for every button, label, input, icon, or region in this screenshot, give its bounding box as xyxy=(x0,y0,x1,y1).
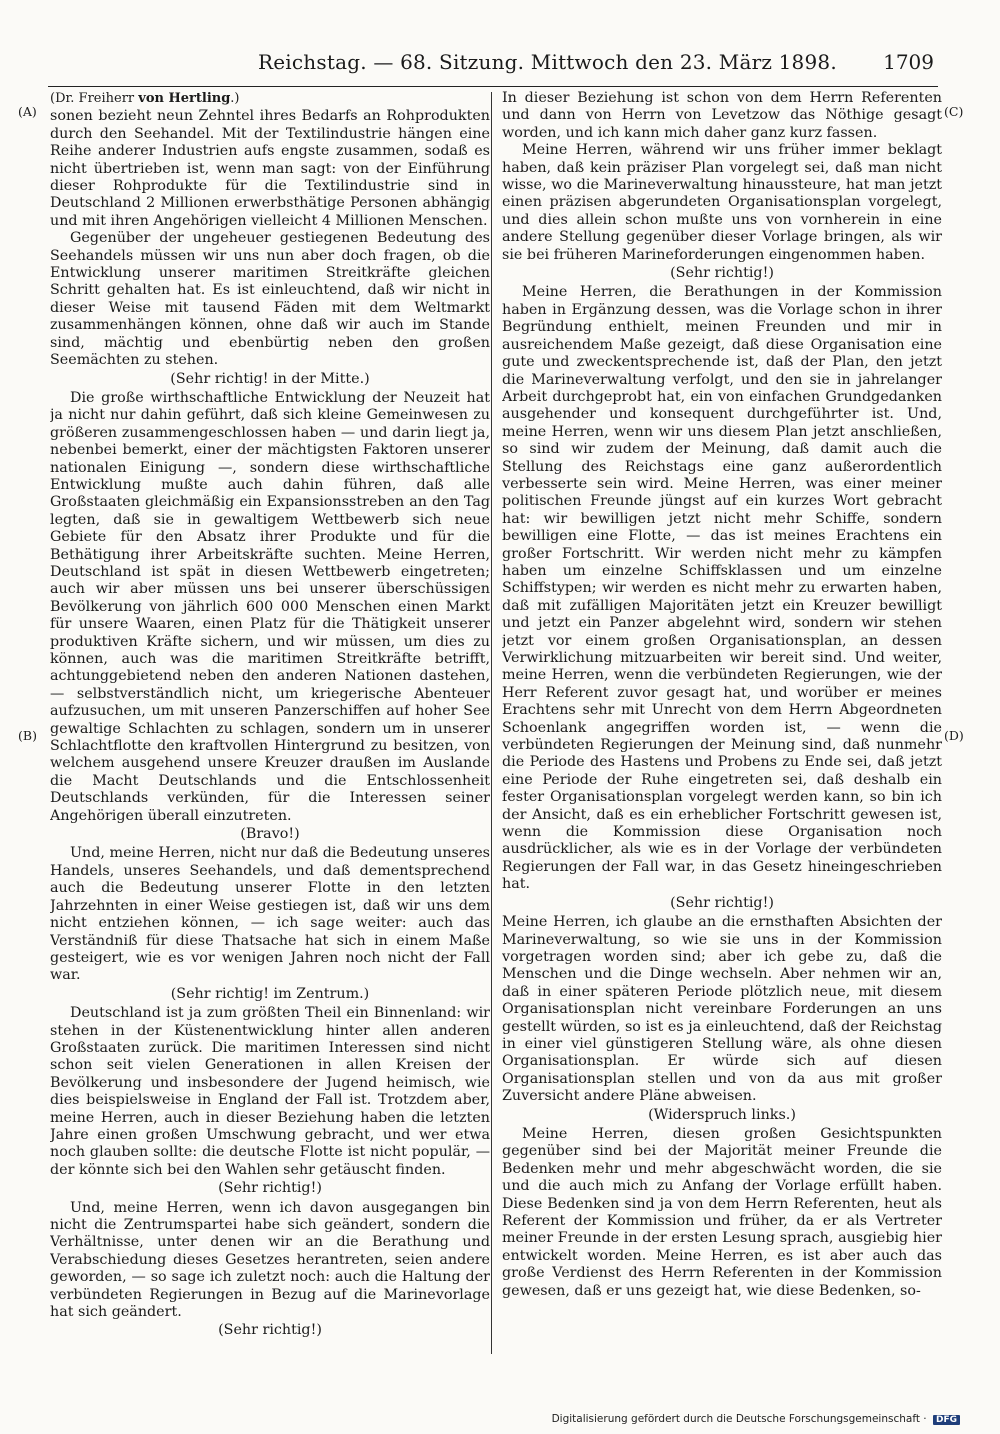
speaker-attribution: (Dr. Freiherr von Hertling.) xyxy=(50,91,240,106)
credit-text: Digitalisierung gefördert durch die Deutsche Forschungsgemeinschaft · xyxy=(551,1413,927,1425)
reaction: (Bravo!) xyxy=(240,826,300,843)
paragraph: Deutschland ist ja zum größten Theil ein Binnenland: wir stehen in der Küstenentwicklung hinter allen anderen Großstaaten zurück. Die maritimen Interessen sind nicht schon seit vielen Generationen in allen Kreisen der Bevölkerung und insbesondere der Jugend heimisch, wie dies beispielsweise in England der Fall ist. Trotzdem aber, meine Herren, auch in dieser Beziehung haben die letzten Jahre einen großen Umschwung gebracht, und wer etwa noch glauben sollte: die deutsche Flotte ist nicht populär, — der könnte sich bei den Wahlen sehr getäuscht finden. xyxy=(50,1005,490,1178)
reaction: (Widerspruch links.) xyxy=(648,1106,796,1123)
paragraph: sonen bezieht neun Zehntel ihres Bedarfs an Rohprodukten durch den Seehandel. Mit der Textilindustrie hängen eine Reihe anderer Industrien aufs engste zusammen, sodaß es nicht übertrieben ist, wenn man sagt: von der Einführung dieser Rohprodukte für die Textilindustrie sind in Deutschland 2 Millionen erwerbsthätige Personen abhängig und mit ihren Angehörigen vielleicht 4 Millionen Menschen. xyxy=(50,108,490,229)
paragraph: Und, meine Herren, wenn ich davon ausgegangen bin nicht die Zentrumspartei habe sich geändert, sondern die Verhältnisse, unter denen wir an die Berathung und Verabschiedung dieses Gesetzes herantreten, seien andere geworden, — so sage ich zuletzt noch: auch die Haltung der verbündeten Regierungen in Bezug auf die Marinevorlage hat sich geändert. xyxy=(50,1199,490,1321)
column-divider xyxy=(491,92,492,1354)
paragraph: In dieser Beziehung ist schon von dem Herrn Referenten und dann von Herrn von Levetzow das Nöthige gesagt worden, und ich kann mich daher ganz kurz fassen. xyxy=(502,90,942,141)
paragraph: Gegenüber der ungeheuer gestiegenen Bedeutung des Seehandels müssen wir uns nun aber doch fragen, ob die Entwicklung unserer maritimen Streitkräfte gleichen Schritt gehalten hat. Es ist einleuchtend, daß wir nicht in dieser Weise mit tausend Fäden mit dem Weltmarkt zusammenhängen können, ohne daß wir auch im Stande sind, mächtig und ebenbürtig neben den großen Seemächten zu stehen. xyxy=(50,230,490,369)
paragraph: Meine Herren, während wir uns früher immer beklagt haben, daß kein präziser Plan vorgelegt sei, daß man nicht wisse, wo die Marineverwaltung hinaussteure, hat man jetzt einen präzisen abgerundeten Organisationsplan vorgelegt, und dies allein schon mußte uns von vornherein in eine andere Stellung gegenüber dieser Vorlage bringen, als wir sie bei früheren Marineforderungen eingenommen haben. xyxy=(502,142,942,263)
reaction: (Sehr richtig!) xyxy=(670,894,774,911)
margin-marker-b: (B) xyxy=(18,728,37,743)
reaction: (Sehr richtig! im Zentrum.) xyxy=(170,985,370,1002)
paragraph: Und, meine Herren, nicht nur daß die Bedeutung unseres Handels, unseres Seehandels, und daß dementsprechend auch die Bedeutung unserer Flotte in den letzten Jahrzehnten in einer Weise gestiegen ist, daß wir uns dem nicht entziehen können, — ich sage weiter: auch das Verständniß für diese Thatsache hat sich in einem Maße gesteigert, wie es vor wenigen Jahren noch nicht der Fall war. xyxy=(50,845,490,984)
dfg-logo: DFG xyxy=(933,1415,960,1425)
digitization-credit xyxy=(552,1413,960,1425)
paragraph: Meine Herren, die Berathungen in der Kommission haben in Ergänzung dessen, was die Vorlage schon in ihrer Begründung enthielt, meinen Freunden und mir in ausreichendem Maße gezeigt, daß diese Organisation eine gute und zweckentsprechende ist, daß der Plan, den jetzt die Marineverwaltung verfolgt, und den sie in jahrelanger Arbeit durchgeprobt hat, ein von einfachen Grundgedanken ausgehender und konsequent durchgeführter ist. Und, meine Herren, wenn wir uns diesem Plan jetzt anschließen, so sind wir zudem der Meinung, daß damit auch die Stellung des Reichstags eine ganz außerordentlich verbesserte sein wird. Meine Herren, was einer meiner politischen Freunde jüngst auf ein kurzes Wort gebracht hat: wir bewilligen jetzt nicht mehr Schiffe, sondern bewilligen eine Flotte, — das ist meines Erachtens ein großer Fortschritt. Wir werden nicht mehr zu kämpfen haben um einzelne Schiffsklassen und um einzelne Schiffstypen; wir werden es nicht mehr zu erwarten haben, daß mit zufälligen Majoritäten jetzt ein Kreuzer bewilligt und jetzt ein Panzer abgelehnt wird, sondern wir stehen jetzt vor einem großen Organisationsplan, an dessen Verwirklichung mitzuarbeiten wir bereit sind. Und weiter, meine Herren, wenn die verbündeten Regierungen, wie der Herr Referent zuvor gesagt hat, und worüber er meines Erachtens sehr mit Unrecht von dem Herrn Abgeordneten Schoenlank angegriffen worden ist, — wenn die verbündeten Regierungen der Meinung sind, daß nunmehr die Periode des Hastens und Probens zu Ende sei, daß jetzt eine Periode der Ruhe eingetreten sei, daß deshalb ein fester Organisationsplan vorgelegt werden kann, so bin ich der Ansicht, daß es ein erheblicher Fortschritt gewesen ist, wenn die Kommission diese Organisation noch ausdrücklicher, als wie es in der Vorlage der verbündeten Regierungen der Fall war, in das Gesetz hineingeschrieben hat. xyxy=(502,284,942,893)
paragraph: Die große wirthschaftliche Entwicklung der Neuzeit hat ja nicht nur dahin geführt, daß sich kleine Gemeinwesen zu größeren zusammengeschlossen haben — und darin liegt ja, nebenbei bemerkt, einer der mächtigsten Faktoren unserer nationalen Einigung —, sondern diese wirthschaftliche Entwicklung mußte auch dahin führen, daß alle Großstaaten gleichmäßig ein Expansionsstreben an den Tag legten, daß sie in gewaltigem Wettbewerb sich neue Gebiete für den Absatz ihrer Produkte und für die Bethätigung ihrer Arbeitskräfte suchten. Meine Herren, Deutschland ist spät in diesen Wettbewerb eingetreten; auch wir aber müssen uns bei unserer überschüssigen Bevölkerung von jährlich 600 000 Menschen einen Markt für unsere Waaren, einen Platz für die Thätigkeit unserer produktiven Kräfte sichern, und wir müssen, um dies zu können, auch was die maritimen Streitkräfte betrifft, achtunggebietend neben den anderen Nationen dastehen, — selbstverständlich nicht, um kriegerische Abenteuer aufzusuchen, um mit unseren Panzerschiffen auf hoher See gewaltige Schlachten zu schlagen, sondern um in unserer Schlachtflotte den kraftvollen Hintergrund zu besitzen, von welchem ausgehend unsere Kreuzer draußen im Auslande die Macht Deutschlands und die Entschlossenheit Deutschlands verkünden, für die Interessen seiner Angehörigen überall einzutreten. xyxy=(50,389,490,824)
margin-marker-c: (C) xyxy=(944,104,964,119)
right-column xyxy=(502,90,942,1370)
speaker-name: von Hertling xyxy=(138,91,231,106)
margin-marker-a: (A) xyxy=(18,104,37,119)
paragraph: Meine Herren, diesen großen Gesichtspunkten gegenüber sind bei der Majorität meiner Freunde die Bedenken mehr und mehr abgeschwächt worden, die sie und die auch mich zu Anfang der Vorlage erfüllt haben. Diese Bedenken sind ja von dem Herrn Referenten, heut als Referent der Kommission und früher, da er als Vertreter meiner Freunde in der ersten Lesung sprach, ausgiebig hier entwickelt worden. Meine Herren, es ist aber auch das große Verdienst des Herrn Referenten in der Kommission gewesen, daß er uns gezeigt hat, wie diese Bedenken, so- xyxy=(502,1125,942,1299)
reaction: (Sehr richtig! in der Mitte.) xyxy=(170,370,370,387)
page-header xyxy=(48,46,938,87)
paragraph: Meine Herren, ich glaube an die ernsthaften Absichten der Marineverwaltung, so wie sie uns in der Kommission vorgetragen worden sind; aber ich gebe zu, daß die Menschen und die Dinge wechseln. Aber nehmen wir an, daß in einer späteren Periode plötzlich neue, mit diesem Organisationsplan nicht vereinbare Forderungen an uns gestellt würden, so ist es ja einleuchtend, daß der Reichstag in einer viel günstigeren Stellung wäre, als ohne diesen Organisationsplan. Er würde sich auf diesen Organisationsplan stellen und von da aus mit großer Zuversicht andere Pläne abweisen. xyxy=(502,914,942,1105)
reaction: (Sehr richtig!) xyxy=(670,265,774,282)
page-number: 1709 xyxy=(883,50,934,74)
reaction: (Sehr richtig!) xyxy=(218,1322,322,1339)
header-title: Reichstag. — 68. Sitzung. Mittwoch den 23. März 1898. xyxy=(258,50,837,74)
left-column xyxy=(50,90,490,1370)
margin-marker-d: (D) xyxy=(944,728,964,743)
reaction: (Sehr richtig!) xyxy=(218,1180,322,1197)
